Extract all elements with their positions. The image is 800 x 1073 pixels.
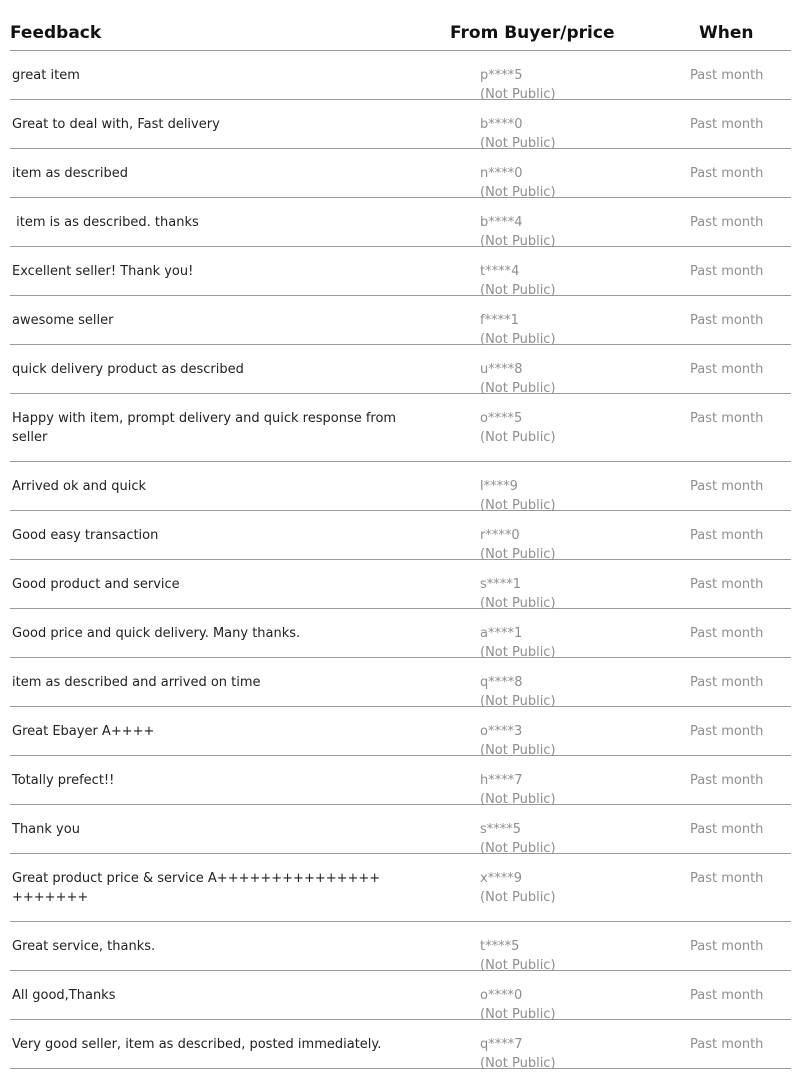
buyer-info <box>480 771 556 809</box>
feedback-text: item is as described. thanks <box>12 215 199 230</box>
feedback-row <box>10 51 791 100</box>
feedback-row <box>10 296 791 345</box>
price-not-public-label: (Not Public) <box>480 743 556 758</box>
feedback-text: All good,Thanks <box>12 988 116 1003</box>
feedback-text: Totally prefect!! <box>12 773 115 788</box>
feedback-row <box>10 511 791 560</box>
feedback-when: Past month <box>690 773 764 788</box>
buyer-id: q****8 <box>480 675 523 690</box>
feedback-text: item as described and arrived on time <box>12 675 261 690</box>
price-not-public-label: (Not Public) <box>480 958 556 973</box>
feedback-row <box>10 462 791 511</box>
price-not-public-label: (Not Public) <box>480 381 556 396</box>
buyer-info <box>480 986 556 1024</box>
buyer-info <box>480 869 556 907</box>
feedback-row <box>10 247 791 296</box>
feedback-row <box>10 100 791 149</box>
feedback-text: Thank you <box>12 822 80 837</box>
feedback-row <box>10 1020 791 1069</box>
feedback-when: Past month <box>690 117 764 132</box>
feedback-when: Past month <box>690 939 764 954</box>
buyer-info <box>480 213 556 251</box>
feedback-when: Past month <box>690 411 764 426</box>
buyer-id: a****1 <box>480 626 523 641</box>
feedback-row <box>10 394 791 462</box>
feedback-when: Past month <box>690 313 764 328</box>
buyer-info <box>480 477 556 515</box>
feedback-when: Past month <box>690 822 764 837</box>
feedback-when: Past month <box>690 871 764 886</box>
feedback-row <box>10 854 791 922</box>
feedback-text: great item <box>12 68 80 83</box>
feedback-text: item as described <box>12 166 129 181</box>
buyer-id: b****4 <box>480 215 523 230</box>
feedback-table-header <box>10 0 791 51</box>
buyer-id: t****4 <box>480 264 520 279</box>
when-column-header: When <box>699 23 754 43</box>
price-not-public-label: (Not Public) <box>480 1007 556 1022</box>
feedback-text: awesome seller <box>12 313 114 328</box>
price-not-public-label: (Not Public) <box>480 430 556 445</box>
feedback-when: Past month <box>690 362 764 377</box>
price-not-public-label: (Not Public) <box>480 596 556 611</box>
price-not-public-label: (Not Public) <box>480 498 556 513</box>
buyer-id: l****9 <box>480 479 518 494</box>
feedback-row <box>10 560 791 609</box>
price-not-public-label: (Not Public) <box>480 1056 556 1071</box>
buyer-info <box>480 360 556 398</box>
feedback-column-header: Feedback <box>10 23 102 43</box>
feedback-row <box>10 922 791 971</box>
feedback-when: Past month <box>690 577 764 592</box>
price-not-public-label: (Not Public) <box>480 87 556 102</box>
feedback-when: Past month <box>690 626 764 641</box>
price-not-public-label: (Not Public) <box>480 694 556 709</box>
buyer-info <box>480 575 556 613</box>
buyer-info <box>480 311 556 349</box>
feedback-row <box>10 198 791 247</box>
feedback-row <box>10 609 791 658</box>
buyer-id: p****5 <box>480 68 523 83</box>
feedback-text: Happy with item, prompt delivery and quick response from seller <box>12 411 401 445</box>
feedback-when: Past month <box>690 215 764 230</box>
feedback-text: Great to deal with, Fast delivery <box>12 117 220 132</box>
feedback-when: Past month <box>690 1037 764 1052</box>
buyer-info <box>480 262 556 300</box>
buyer-id: n****0 <box>480 166 523 181</box>
buyer-id: u****8 <box>480 362 523 377</box>
feedback-when: Past month <box>690 675 764 690</box>
feedback-text: Excellent seller! Thank you! <box>12 264 194 279</box>
buyer-id: x****9 <box>480 871 522 886</box>
buyer-id: h****7 <box>480 773 523 788</box>
feedback-when: Past month <box>690 988 764 1003</box>
feedback-when: Past month <box>690 724 764 739</box>
buyer-info <box>480 937 556 975</box>
feedback-text: Good easy transaction <box>12 528 159 543</box>
price-not-public-label: (Not Public) <box>480 890 556 905</box>
feedback-text: Great product price & service A+++++++++++++++ +++++++ <box>12 871 381 905</box>
feedback-list <box>10 51 791 1069</box>
buyer-id: o****0 <box>480 988 523 1003</box>
price-not-public-label: (Not Public) <box>480 283 556 298</box>
price-not-public-label: (Not Public) <box>480 645 556 660</box>
feedback-when: Past month <box>690 166 764 181</box>
buyer-id: o****5 <box>480 411 523 426</box>
price-not-public-label: (Not Public) <box>480 841 556 856</box>
feedback-text: Arrived ok and quick <box>12 479 147 494</box>
feedback-text: Great Ebayer A++++ <box>12 724 155 739</box>
buyer-info <box>480 624 556 662</box>
buyer-info <box>480 1035 556 1073</box>
feedback-when: Past month <box>690 68 764 83</box>
buyer-info <box>480 409 556 447</box>
feedback-row <box>10 658 791 707</box>
feedback-text: quick delivery product as described <box>12 362 244 377</box>
buyer-info <box>480 526 556 564</box>
price-not-public-label: (Not Public) <box>480 136 556 151</box>
buyer-info <box>480 115 556 153</box>
buyer-id: f****1 <box>480 313 519 328</box>
price-not-public-label: (Not Public) <box>480 332 556 347</box>
feedback-row <box>10 707 791 756</box>
feedback-when: Past month <box>690 264 764 279</box>
feedback-text: Good price and quick delivery. Many thanks. <box>12 626 301 641</box>
buyer-info <box>480 820 556 858</box>
feedback-text: Good product and service <box>12 577 180 592</box>
feedback-row <box>10 805 791 854</box>
from-buyer-price-column-header: From Buyer/price <box>450 23 615 43</box>
price-not-public-label: (Not Public) <box>480 547 556 562</box>
feedback-row <box>10 756 791 805</box>
buyer-info <box>480 164 556 202</box>
feedback-row <box>10 345 791 394</box>
feedback-row <box>10 971 791 1020</box>
buyer-id: o****3 <box>480 724 523 739</box>
buyer-id: r****0 <box>480 528 520 543</box>
buyer-id: q****7 <box>480 1037 523 1052</box>
buyer-id: t****5 <box>480 939 520 954</box>
buyer-id: s****5 <box>480 822 522 837</box>
price-not-public-label: (Not Public) <box>480 185 556 200</box>
price-not-public-label: (Not Public) <box>480 792 556 807</box>
feedback-text: Very good seller, item as described, posted immediately. <box>12 1037 382 1052</box>
feedback-row <box>10 149 791 198</box>
buyer-id: s****1 <box>480 577 522 592</box>
feedback-when: Past month <box>690 528 764 543</box>
buyer-info <box>480 66 556 104</box>
feedback-when: Past month <box>690 479 764 494</box>
price-not-public-label: (Not Public) <box>480 234 556 249</box>
buyer-info <box>480 673 556 711</box>
feedback-text: Great service, thanks. <box>12 939 156 954</box>
buyer-id: b****0 <box>480 117 523 132</box>
buyer-info <box>480 722 556 760</box>
